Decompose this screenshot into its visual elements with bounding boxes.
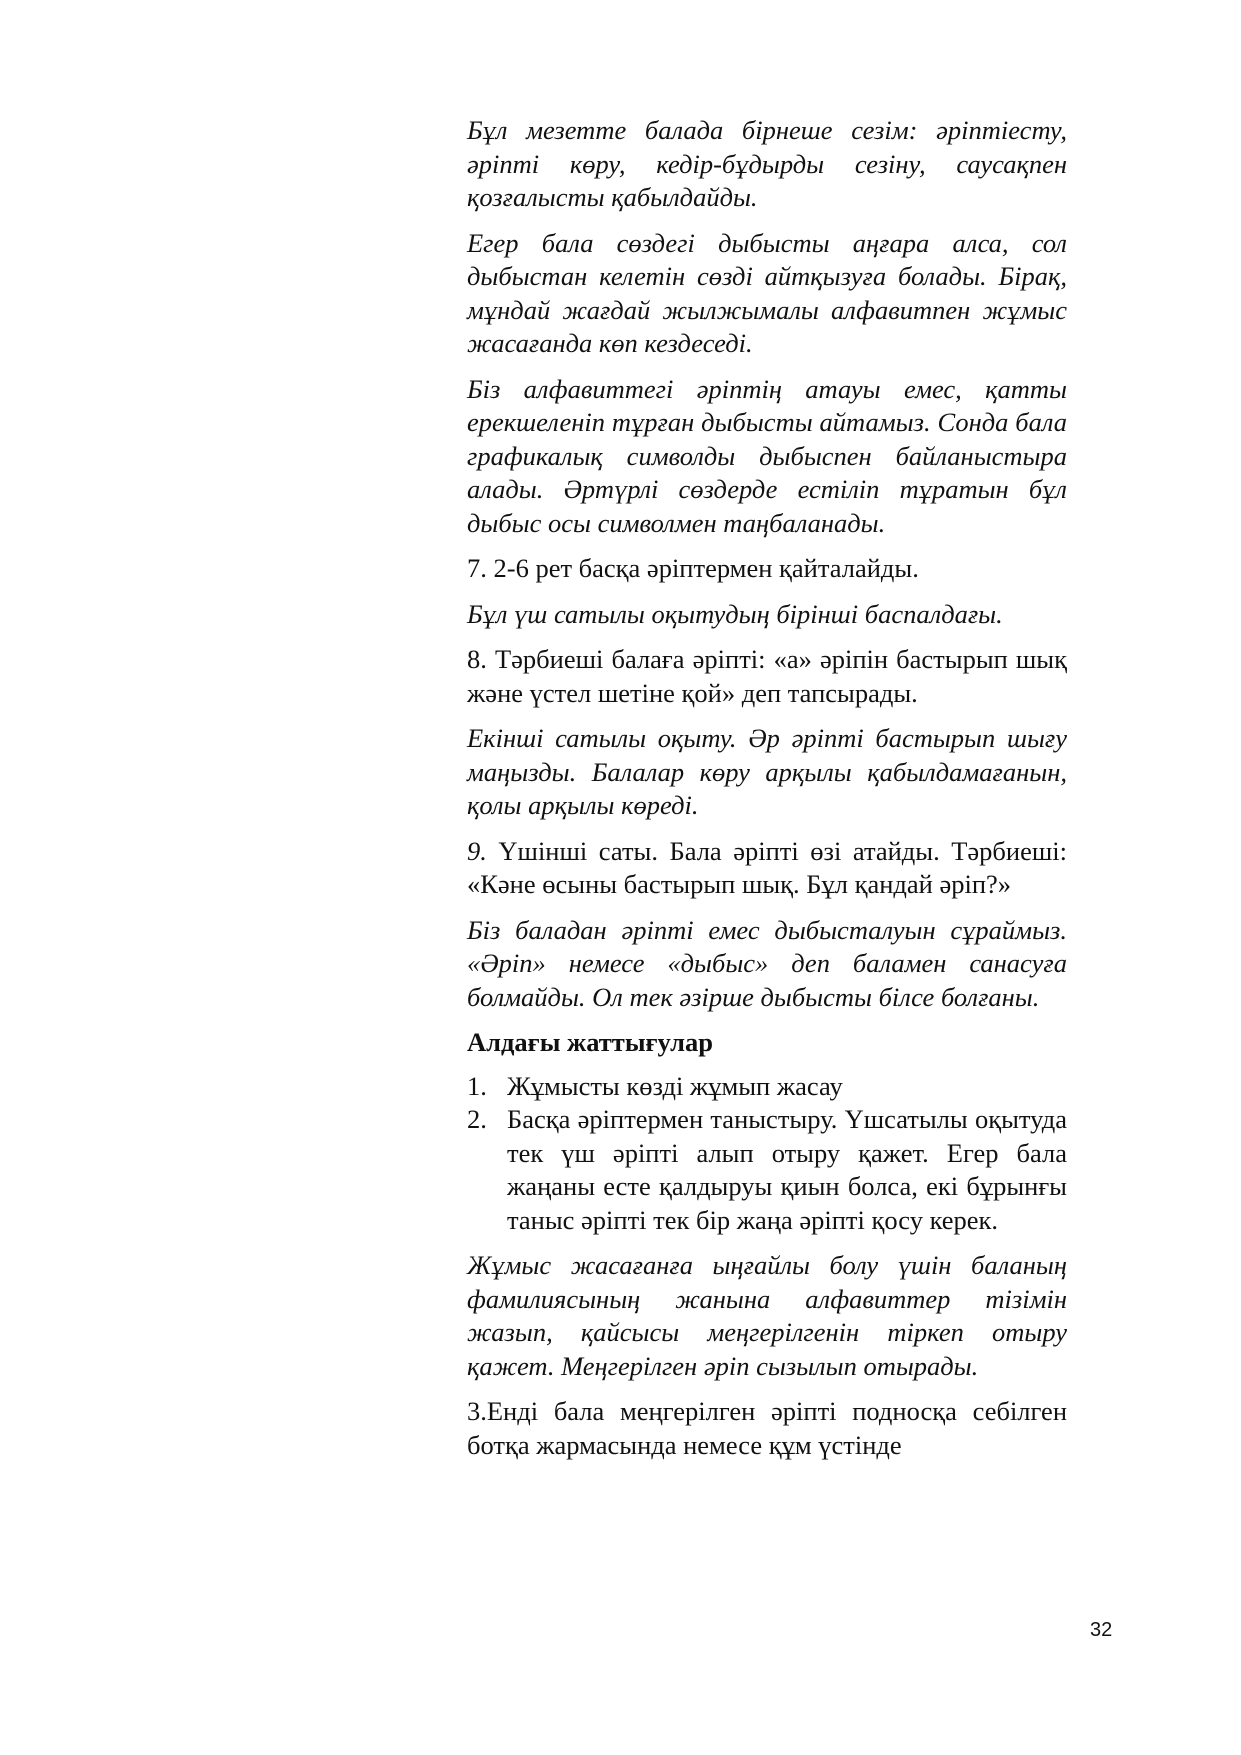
list-item-text: Жұмысты көзді жұмып жасау — [507, 1070, 843, 1101]
paragraph-progress-tracking: Жұмыс жасағанға ыңғайлы болу үшін баланың фамилиясының жанына алфавиттер тізімін жазып, қайсысы меңгерілгенін тіркеп отыру қажет. Меңгерілген әріп сызылып отырады. — [467, 1250, 1067, 1381]
section-heading: Алдағы жаттығулар — [467, 1027, 713, 1057]
step-9-number: 9. — [467, 835, 487, 866]
text-column — [467, 114, 1067, 1474]
paragraph-letter-sound: Біз алфавиттегі әріптің атауы емес, қатты ерекшеленіп тұрған дыбысты айтамыз. Сонда бала графикалық символды дыбыспен байланыстыра алады. Әртүрлі сөздерде естіліп тұратын бұл дыбыс осы символмен таңбаланады. — [467, 373, 1067, 538]
list-item — [467, 1070, 1067, 1104]
exercise-list — [467, 1070, 1067, 1238]
list-item-text: Басқа әріптермен таныстыру. Үшсатылы оқытуда тек үш әріпті алып отыру қажет. Егер бала жаңаны есте қалдыруы қиын болса, екі бұрынғы таныс әріпті тек бір жаңа әріпті қосу керек. — [507, 1104, 1067, 1235]
list-item — [467, 1103, 1067, 1237]
paragraph-step-3: 3.Енді бала меңгерілген әріпті подносқа себілген ботқа жармасында немесе құм үстінде — [467, 1396, 1067, 1460]
paragraph-sound-recognition: Егер бала сөздегі дыбысты аңғара алса, сол дыбыстан келетін сөзді айтқызуға болады. Бірақ, мұндай жағдай жылжымалы алфавитпен жұмыс жасағанда көп кездеседі. — [467, 227, 1067, 358]
paragraph-first-stage: Бұл үш сатылы оқытудың бірінші баспалдағы. — [467, 598, 1003, 629]
paragraph-step-8: 8. Тәрбиеші балаға әріпті: «а» әріпін бастырып шық және үстел шетіне қой» деп тапсырады. — [467, 644, 1067, 708]
list-item-number: 1. — [467, 1070, 487, 1101]
paragraph-step-7: 7. 2-6 рет басқа әріптермен қайталайды. — [467, 553, 919, 583]
paragraph-sound-not-letter: Біз баладан әріпті емес дыбысталуын сұраймыз. «Әріп» немесе «дыбыс» деп баламен санасуға болмайды. Ол тек әзірше дыбысты білсе болғаны. — [467, 914, 1067, 1012]
paragraph-second-stage: Екінші сатылы оқыту. Әр әріпті бастырып шығу маңызды. Балалар көру арқылы қабылдамағанын, қолы арқылы көреді. — [467, 723, 1067, 820]
list-item-number: 2. — [467, 1104, 487, 1134]
step-9-text: Үшінші саты. Бала әріпті өзі атайды. Тәрбиеші: «Кәне өсыны бастырып шық. Бұл қандай әріп?» — [467, 835, 1067, 899]
paragraph-senses: Бұл мезетте балада бірнеше сезім: әріптіесту, әріпті көру, кедір-бұдырды сезіну, саусақпен қозғалысты қабылдайды. — [467, 115, 1067, 212]
page-number: 32 — [1090, 1619, 1113, 1641]
paragraph-step-9 — [467, 835, 1067, 902]
